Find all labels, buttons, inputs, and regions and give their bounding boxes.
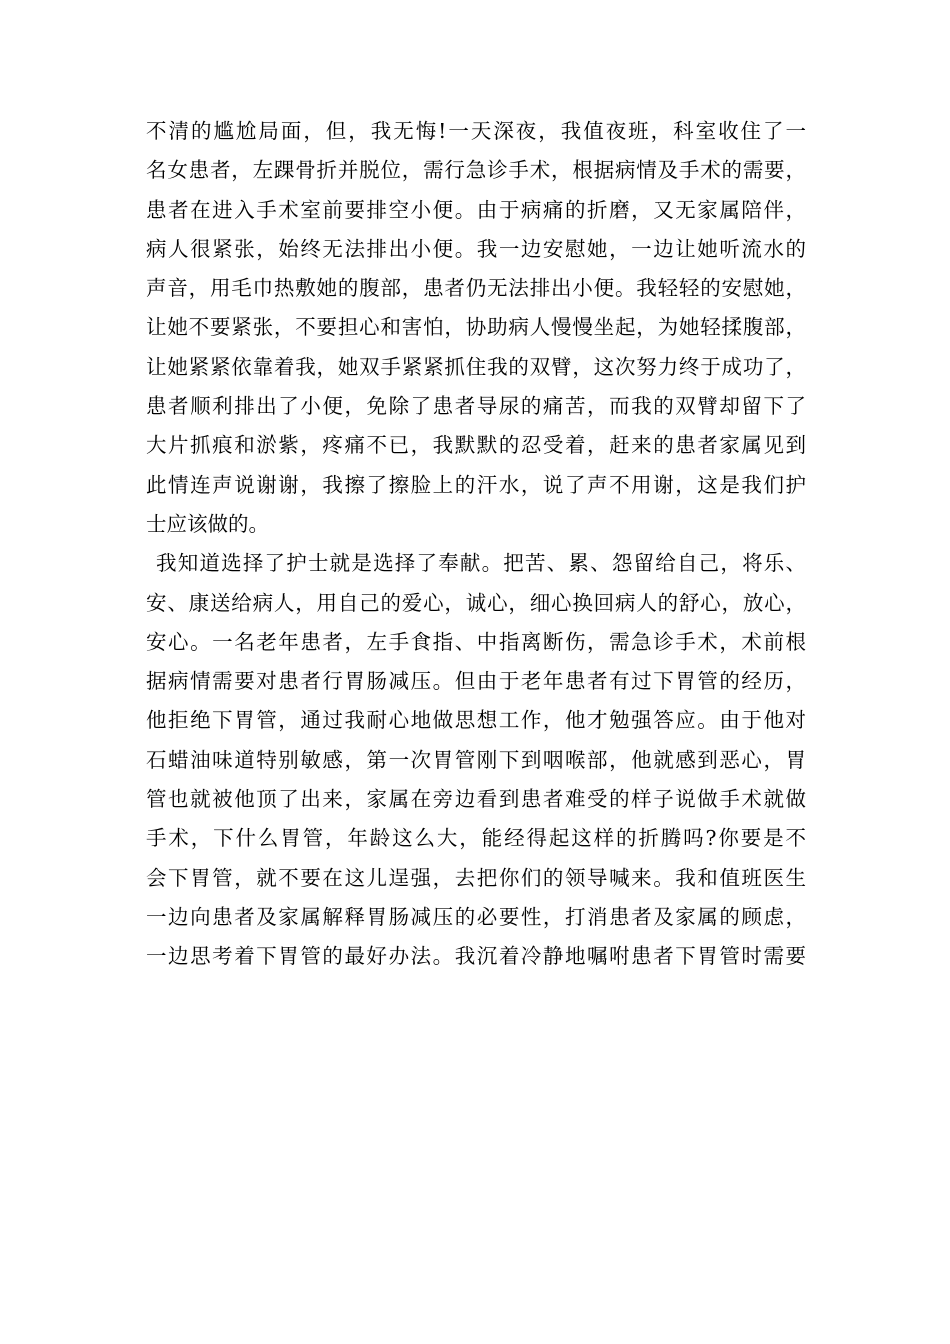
text-line: 患者在进入手术室前要排空小便。由于病痛的折磨，又无家属陪伴，	[146, 197, 806, 222]
text-line: 会下胃管，就不要在这儿逞强，去把你们的领导喊来。我和值班医生	[146, 865, 806, 890]
text-line: 名女患者，左踝骨折并脱位，需行急诊手术，根据病情及手术的需要，	[146, 158, 806, 183]
text-line: 大片抓痕和淤紫，疼痛不已，我默默的忍受着，赶来的患者家属见到	[146, 433, 806, 458]
text-line: 安心。一名老年患者，左手食指、中指离断伤，需急诊手术，术前根	[146, 629, 806, 654]
text-line: 安、康送给病人，用自己的爱心，诚心，细心换回病人的舒心，放心，	[146, 590, 806, 615]
text-line: 据病情需要对患者行胃肠减压。但由于老年患者有过下胃管的经历，	[146, 669, 806, 694]
text-line: 他拒绝下胃管，通过我耐心地做思想工作，他才勉强答应。由于他对	[146, 708, 806, 733]
paragraph-1	[146, 112, 806, 544]
text-line: 让她紧紧依靠着我，她双手紧紧抓住我的双臂，这次努力终于成功了，	[146, 354, 806, 379]
text-line: 石蜡油味道特别敏感，第一次胃管刚下到咽喉部，他就感到恶心，胃	[146, 747, 806, 772]
body-text	[146, 112, 806, 977]
text-line: 此情连声说谢谢，我擦了擦脸上的汗水，说了声不用谢，这是我们护	[146, 472, 806, 497]
text-line: 让她不要紧张，不要担心和害怕，协助病人慢慢坐起，为她轻揉腹部，	[146, 315, 806, 340]
text-line: 患者顺利排出了小便，免除了患者导尿的痛苦，而我的双臂却留下了	[146, 394, 806, 419]
text-line: 一边向患者及家属解释胃肠减压的必要性，打消患者及家属的顾虑，	[146, 904, 806, 929]
paragraph-2	[146, 544, 806, 976]
text-line: 一边思考着下胃管的最好办法。我沉着冷静地嘱咐患者下胃管时需要	[146, 944, 806, 969]
text-line: 不清的尴尬局面，但，我无悔!一天深夜，我值夜班，科室收住了一	[146, 119, 806, 143]
text-line: 声音，用毛巾热敷她的腹部，患者仍无法排出小便。我轻轻的安慰她，	[146, 276, 806, 301]
text-line: 管也就被他顶了出来，家属在旁边看到患者难受的样子说做手术就做	[146, 787, 806, 812]
text-line: 手术，下什么胃管，年龄这么大，能经得起这样的折腾吗?你要是不	[146, 826, 806, 851]
text-line: 士应该做的。	[146, 511, 269, 536]
text-line: 我知道选择了护士就是选择了奉献。把苦、累、怨留给自己，将乐、	[156, 551, 806, 576]
text-line: 病人很紧张，始终无法排出小便。我一边安慰她，一边让她听流水的	[146, 236, 806, 261]
